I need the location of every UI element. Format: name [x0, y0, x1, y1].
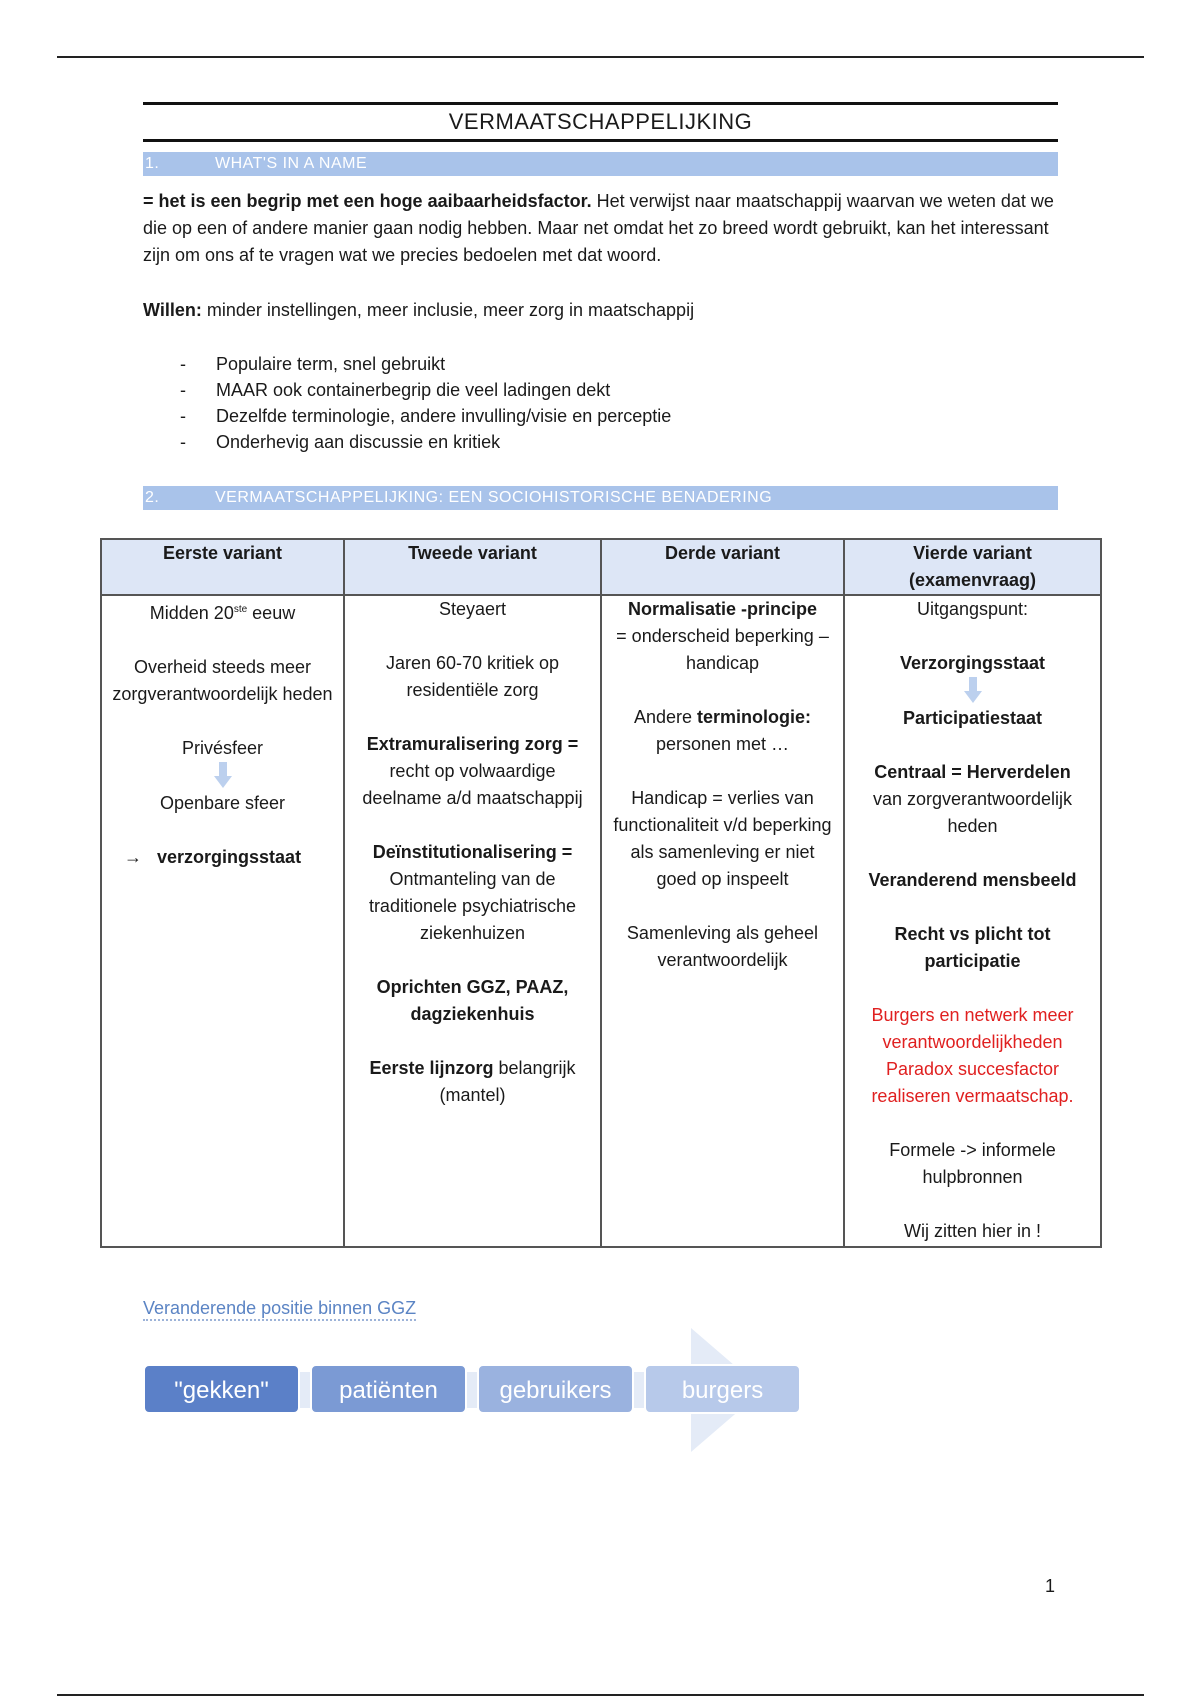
- position-flow-diagram: [143, 1328, 843, 1456]
- list-item: - Dezelfde terminologie, andere invulling/visie en perceptie: [180, 403, 671, 429]
- cell-text: Handicap = verlies van functionaliteit v/d beperking als samenleving er niet goed op inspeelt: [613, 788, 832, 889]
- cell-text: van zorgverantwoordelijk heden: [872, 789, 1073, 836]
- header-tweede-variant: Tweede variant: [344, 539, 601, 595]
- list-item: - Onderhevig aan discussie en kritiek: [180, 429, 671, 455]
- list-item: - Populaire term, snel gebruikt: [180, 351, 671, 377]
- cell-text: eeuw: [247, 603, 296, 623]
- cell-text: Recht vs plicht tot participatie: [894, 924, 1051, 971]
- cell-text: verzorgingsstaat: [157, 847, 302, 867]
- down-arrow-icon: [214, 762, 232, 790]
- cell-text: Formele -> informele hulpbronnen: [889, 1140, 1056, 1187]
- stage-gebruikers: gebruikers: [477, 1364, 634, 1414]
- cell-text: Steyaert: [438, 599, 507, 619]
- down-arrow-icon: [964, 677, 982, 705]
- cell-text: = onderscheid beperking – handicap: [616, 626, 829, 673]
- variants-table: [100, 538, 1102, 1248]
- willen-text: minder instellingen, meer inclusie, meer zorg in maatschappij: [201, 300, 695, 320]
- cell-text: recht op volwaardige deelname a/d maatschappij: [362, 761, 583, 808]
- willen-paragraph: [143, 297, 1058, 324]
- section-heading-2: [143, 486, 1058, 510]
- cell-text: Andere: [633, 707, 698, 727]
- cell-text: Jaren 60-70 kritiek op residentiële zorg: [385, 653, 560, 700]
- page-number: 1: [1045, 1576, 1056, 1596]
- cell-text: Centraal = Herverdelen: [874, 762, 1071, 782]
- cell-eerste-variant: [101, 595, 344, 1247]
- cell-text: Participatiestaat: [902, 708, 1043, 728]
- stage-patienten: patiënten: [310, 1364, 467, 1414]
- section-number: 2.: [145, 489, 160, 506]
- cell-text: Ontmanteling van de traditionele psychiatrische ziekenhuizen: [368, 869, 577, 943]
- cell-text-red: Burgers en netwerk meer verantwoordelijkheden Paradox succesfactor realiseren vermaatschap.: [871, 1005, 1074, 1106]
- cell-text: Deïnstitutionalisering =: [372, 842, 573, 862]
- diagram-title: Veranderende positie binnen GGZ: [143, 1298, 416, 1321]
- section-title: WHAT'S IN A NAME: [215, 155, 368, 172]
- cell-text: terminologie:: [697, 707, 812, 727]
- cell-text: Uitgangspunt:: [916, 599, 1029, 619]
- cell-text: Eerste lijnzorg: [369, 1058, 494, 1078]
- cell-text: Veranderend mensbeeld: [868, 870, 1077, 890]
- right-arrow-icon: →: [124, 847, 142, 867]
- cell-text: Verzorgingsstaat: [899, 653, 1046, 673]
- stage-burgers: burgers: [644, 1364, 801, 1414]
- list-item: - MAAR ook containerbegrip die veel ladingen dekt: [180, 377, 671, 403]
- cell-text: Midden 20: [149, 603, 234, 623]
- cell-tweede-variant: [344, 595, 601, 1247]
- top-rule: [57, 56, 1144, 58]
- header-eerste-variant: Eerste variant: [101, 539, 344, 595]
- definition-paragraph: [143, 188, 1058, 269]
- cell-text: personen met …: [655, 734, 790, 754]
- cell-vierde-variant: [844, 595, 1101, 1247]
- section-heading-1: [143, 152, 1058, 176]
- bottom-rule: [57, 1694, 1144, 1696]
- header-derde-variant: Derde variant: [601, 539, 844, 595]
- cell-text: belangrijk (mantel): [439, 1058, 576, 1105]
- cell-text: ste: [233, 604, 248, 615]
- cell-text: Openbare sfeer: [159, 793, 286, 813]
- page-title: VERMAATSCHAPPELIJKING: [143, 102, 1058, 142]
- cell-derde-variant: [601, 595, 844, 1247]
- section-number: 1.: [145, 155, 160, 172]
- definition-text: Het verwijst naar maatschappij waarvan we weten dat we die op een of andere manier gaan nodig hebben. Maar net omdat het zo breed wordt gebruikt, kan het interessant zijn om ons af te vragen wat we precies bedoelen met dat woord.: [143, 191, 1054, 265]
- stage-gekken: "gekken": [143, 1364, 300, 1414]
- cell-text: Wij zitten hier in !: [903, 1221, 1042, 1241]
- table-row: [101, 595, 1101, 1247]
- definition-bold: = het is een begrip met een hoge aaibaarheidsfactor.: [143, 191, 592, 211]
- willen-label: Willen:: [143, 300, 202, 320]
- cell-text: Normalisatie -principe: [627, 599, 818, 619]
- bullet-list: [180, 351, 671, 455]
- cell-text: Privésfeer: [181, 738, 264, 758]
- section-title: VERMAATSCHAPPELIJKING: EEN SOCIOHISTORISCHE BENADERING: [215, 489, 773, 506]
- cell-text: Extramuralisering zorg =: [366, 734, 579, 754]
- cell-text: Oprichten GGZ, PAAZ, dagziekenhuis: [376, 977, 569, 1024]
- header-vierde-variant: Vierde variant (examenvraag): [844, 539, 1101, 595]
- cell-text: Overheid steeds meer zorgverantwoordelijk heden: [112, 657, 333, 704]
- cell-text: Samenleving als geheel verantwoordelijk: [626, 923, 819, 970]
- table-header-row: [101, 539, 1101, 595]
